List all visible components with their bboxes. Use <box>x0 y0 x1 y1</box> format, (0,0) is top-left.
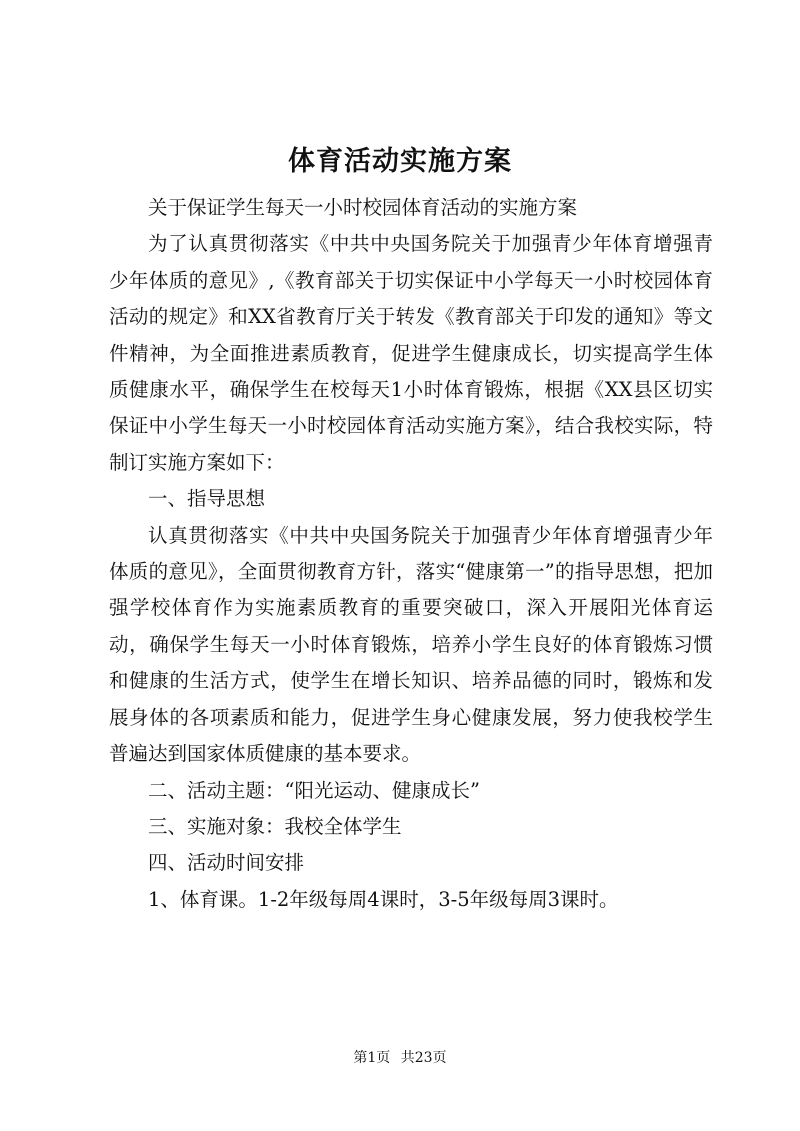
heading-schedule: 四、活动时间安排 <box>148 851 305 875</box>
document-title: 体育活动实施方案 <box>288 146 512 177</box>
heading-guiding-thought: 一、指导思想 <box>148 487 266 511</box>
document-body <box>109 190 713 918</box>
page-number: 第1页 <box>353 1050 391 1066</box>
paragraph-pe-class: 1、体育课。1-2年级每周4课时，3-5年级每周3课时。 <box>148 887 619 911</box>
paragraph-guiding-thought: 认真贯彻落实《中共中央国务院关于加强青少年体育增强青少年体质的意见》，全面贯彻教育方针，落实“健康第一”的指导思想，把加强学校体育作为实施素质教育的重要突破口，深入开展阳光体育运动，确保学生每天一小时体育锻炼，培养小学生良好的体育锻炼习惯和健康的生活方式，使学生在增长知识、培养品德的同时，锻炼和发展身体的各项素质和能力，促进学生身心健康发展，努力使我校学生普遍达到国家体质健康的基本要求。 <box>109 523 713 766</box>
heading-activity-theme: 二、活动主题：“阳光运动、健康成长” <box>148 778 480 802</box>
paragraph-intro: 为了认真贯彻落实《中共中央国务院关于加强青少年体育增强青少年体质的意见》,《教育部关于切实保证中小学每天一小时校园体育活动的规定》和XX省教育厅关于转发《教育部关于印发的通知》等文件精神，为全面推进素质教育，促进学生健康成长，切实提高学生体质健康水平，确保学生在校每天1小时体育锻炼，根据《XX县区切实保证中小学生每天一小时校园体育活动实施方案》，结合我校实际，特制订实施方案如下： <box>109 232 713 474</box>
heading-target-group: 三、实施对象：我校全体学生 <box>148 814 402 838</box>
page-total: 共23页 <box>400 1050 447 1066</box>
page-footer <box>0 1048 800 1068</box>
paragraph-subtitle: 关于保证学生每天一小时校园体育活动的实施方案 <box>148 196 578 219</box>
